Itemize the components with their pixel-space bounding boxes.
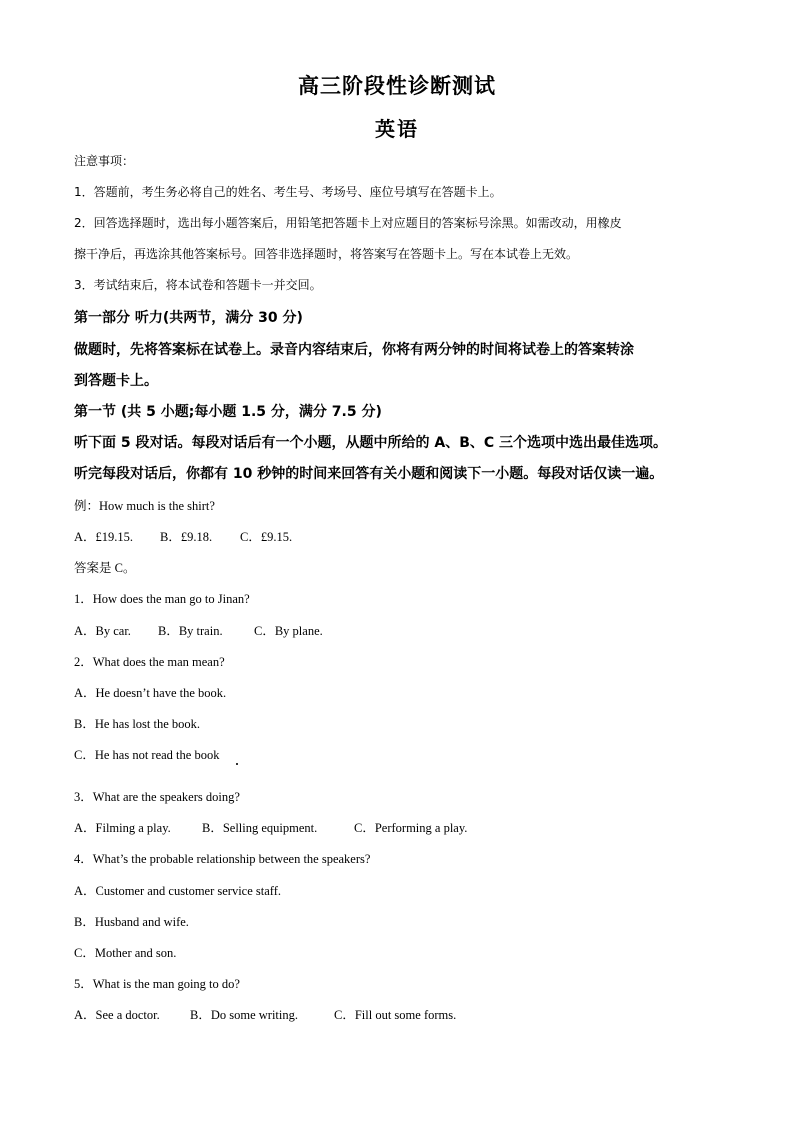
note-item-2: 2．回答选择题时，选出每小题答案后，用铅笔把答题卡上对应题目的答案标号涂黑。如需改动，用橡皮 [74, 216, 622, 230]
example-question: 例：How much is the shirt? [74, 499, 215, 513]
part1-heading: 第一部分 听力(共两节，满分 30 分) [74, 310, 303, 326]
question-1: 1．How does the man go to Jinan? [74, 592, 250, 606]
example-options [74, 527, 292, 545]
q2-option-b: B．He has lost the book. [74, 717, 201, 731]
example-option-c: C．£9.15. [240, 530, 293, 544]
question-1-options [74, 621, 323, 639]
subject-title: 英语 [375, 117, 419, 141]
example-option-a: A．£19.15. [74, 530, 134, 544]
q2-option-a: A．He doesn’t have the book. [74, 686, 227, 700]
question-2: 2．What does the man mean? [74, 655, 225, 669]
question-5: 5．What is the man going to do? [74, 977, 240, 991]
question-5-options [74, 1005, 456, 1023]
exam-title: 高三阶段性诊断测试 [298, 73, 496, 98]
note-item-2-cont: 擦干净后，再选涂其他答案标号。回答非选择题时，将答案写在答题卡上。写在本试卷上无效。 [74, 247, 579, 261]
section1-instruction-2: 听完每段对话后，你都有 10 秒钟的时间来回答有关小题和阅读下一小题。每段对话仅读一遍。 [74, 466, 664, 482]
question-4: 4．What’s the probable relationship between the speakers? [74, 852, 371, 866]
q5-option-c: C．Fill out some forms. [334, 1008, 457, 1022]
note-item-3: 3．考试结束后，将本试卷和答题卡一并交回。 [74, 278, 322, 292]
section1-heading: 第一节 (共 5 小题;每小题 1.5 分，满分 7.5 分) [74, 404, 382, 420]
q5-option-a: A．See a doctor. [74, 1008, 160, 1022]
q1-option-a: A．By car. [74, 624, 131, 638]
q2-option-c: C．He has not read the book [74, 748, 220, 762]
example-answer: 答案是 C。 [74, 561, 136, 575]
q3-option-b: B．Selling equipment. [202, 821, 318, 835]
q4-option-a: A．Customer and customer service staff. [74, 884, 282, 898]
q5-option-b: B．Do some writing. [190, 1008, 298, 1022]
q4-option-c: C．Mother and son. [74, 946, 177, 960]
q1-option-b: B．By train. [158, 624, 223, 638]
part1-instruction-1: 做题时，先将答案标在试卷上。录音内容结束后，你将有两分钟的时间将试卷上的答案转涂 [74, 342, 634, 358]
question-3-options [74, 818, 467, 836]
q4-option-b: B．Husband and wife. [74, 915, 189, 929]
note-item-1: 1．答题前，考生务必将自己的姓名、考生号、考场号、座位号填写在答题卡上。 [74, 185, 502, 199]
notes-heading: 注意事项： [74, 154, 135, 168]
part1-instruction-2: 到答题卡上。 [74, 373, 158, 389]
example-option-b: B．£9.18. [160, 530, 213, 544]
section1-instruction-1: 听下面 5 段对话。每段对话后有一个小题，从题中所给的 A、B、C 三个选项中选出最佳选项。 [74, 435, 668, 451]
q3-option-c: C．Performing a play. [354, 821, 468, 835]
question-3: 3．What are the speakers doing? [74, 790, 240, 804]
q3-option-a: A．Filming a play. [74, 821, 171, 835]
q1-option-c: C．By plane. [254, 624, 323, 638]
stray-dot [236, 763, 238, 765]
